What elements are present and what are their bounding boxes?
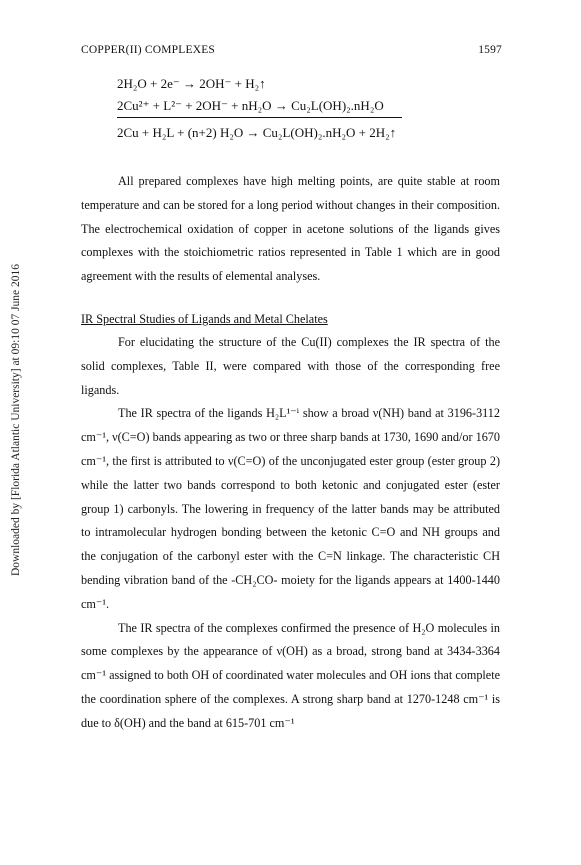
running-header <box>81 44 502 56</box>
paragraph-ir-intro: For elucidating the structure of the Cu(II) complexes the IR spectra of the solid complexes, Table II, were compared with those of the corresponding free ligands. <box>81 334 500 397</box>
paragraph-stability: All prepared complexes have high melting points, are quite stable at room temperature and can be stored for a long period without changes in their composition. The electrochemical oxidation of copper in acetone solutions of the ligands gives complexes with the stoichiometric ratios represented in Table 1 which are in good agreement with the results of elemental analyses. <box>81 174 500 284</box>
section-heading: IR Spectral Studies of Ligands and Metal Chelates <box>81 311 328 326</box>
page-number: 1597 <box>478 44 502 56</box>
equation-block <box>117 73 402 144</box>
paragraph-ir-ligands: The IR spectra of the ligands H₂L¹⁻ⁱ show a broad ν(NH) band at 3196-3112 cm⁻¹, ν(C=O) bands appearing as two or three sharp bands at 1730, 1690 and/or 1670 cm⁻¹, the first is attributed to ν(C=O) of the unconjugated ester group (ester group 2) while the latter two bands correspond to both ketonic and conjugated ester (ester group 1) carbonyls. The lowering in frequency of the latter bands may be attributed to intramolecular hydrogen bonding between the ketonic C=O and NH groups and the conjugation of the carbonyl ester with the C=N linkage. The characteristic CH bending vibration band of the -CH₂CO- moiety for the ligands appears at 1400-1440 cm⁻¹. <box>81 406 500 611</box>
equation-overall: 2Cu + H₂L + (n+2) H₂O → Cu₂L(OH)₂.nH₂O + 2H₂↑ <box>117 125 397 140</box>
running-title: COPPER(II) COMPLEXES <box>81 44 216 56</box>
equation-cathode: 2H₂O + 2e⁻ → 2OH⁻ + H₂↑ <box>117 76 266 91</box>
equation-complex-formation: 2Cu²⁺ + L²⁻ + 2OH⁻ + nH₂O → Cu₂L(OH)₂.nH₂O <box>117 95 402 118</box>
paragraph-ir-complexes: The IR spectra of the complexes confirmed the presence of H₂O molecules in some complexes by the appearance of ν(OH) as a broad, strong band at 3434-3364 cm⁻¹ assigned to both OH of coordinated water molecules and OH ions that complete the coordination sphere of the complexes. A strong sharp band at 1270-1248 cm⁻¹ is due to δ(OH) and the band at 615-701 cm⁻¹ <box>81 620 500 730</box>
download-watermark-text: Downloaded by [Florida Atlantic University] at 09:10 07 June 2016 <box>10 263 22 577</box>
download-watermark <box>6 160 26 680</box>
article-body <box>81 170 500 736</box>
